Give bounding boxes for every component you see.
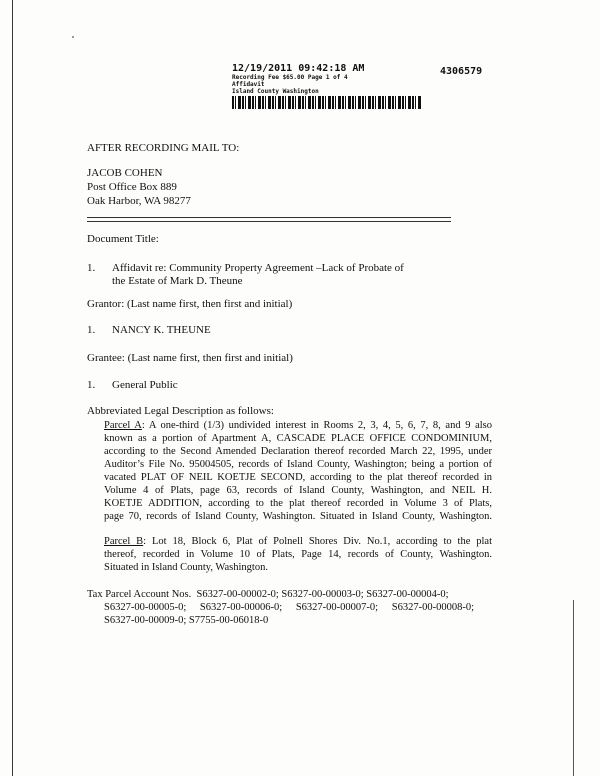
parcel-a-line: KOETJE ADDITION, according to the plat thereof recorded in Volume 3 of Plats,: [104, 498, 492, 509]
parcel-a-line: known as a portion of Apartment A, CASCADE PLACE OFFICE CONDOMINIUM,: [104, 433, 492, 444]
recording-barcode: [232, 96, 422, 109]
scan-speck: [72, 36, 74, 38]
parcel-b-label: Parcel B: [104, 536, 144, 547]
parcel-a-line: Parcel A: A one-third (1/3) undivided interest in Rooms 2, 3, 4, 5, 6, 7, 8, and 9 also: [104, 420, 492, 431]
grantor-label: Grantor: (Last name first, then first and initial): [87, 298, 293, 310]
section-rule: [87, 217, 451, 218]
scan-left-edge: [12, 0, 13, 776]
parcel-a-line: according to the Second Amended Declaration thereof recorded March 22, 1995, under: [104, 446, 492, 457]
recording-county: Island County Washington: [232, 88, 319, 95]
mail-to-name: JACOB COHEN: [87, 167, 163, 179]
grantor-number: 1.: [87, 324, 96, 336]
mail-to-address-1: Post Office Box 889: [87, 181, 177, 193]
mail-to-heading: AFTER RECORDING MAIL TO:: [87, 142, 240, 154]
parcel-a-line: Volume 4 of Plats, page 63, records of Island County, Washington, and NEIL H.: [104, 485, 492, 496]
mail-to-address-2: Oak Harbor, WA 98277: [87, 195, 191, 207]
grantee-number: 1.: [87, 379, 96, 391]
legal-description-heading: Abbreviated Legal Description as follows:: [87, 405, 274, 417]
instrument-number: 4306579: [440, 66, 483, 77]
parcel-b-line: thereof, recorded in Volume 10 of Plats, Page 14, records of County, Washington.: [104, 549, 492, 560]
scan-right-edge: [573, 600, 574, 776]
grantee-name: General Public: [112, 379, 178, 391]
parcel-b-line: Parcel B: Lot 18, Block 6, Plat of Polnell Shores Div. No.1, according to the plat: [104, 536, 492, 547]
tax-parcel-line-1: Tax Parcel Account Nos. S6327-00-00002-0; S6327-00-00003-0; S6327-00-00004-0;: [87, 589, 449, 600]
section-rule: [87, 221, 451, 222]
parcel-a-line: Auditor’s File No. 95004505, records of Island County, Washington; being a portion of: [104, 459, 492, 470]
parcel-a-line: vacated PLAT OF NEIL KOETJE SECOND, according to the plat thereof recorded in: [104, 472, 492, 483]
document-title-line-1: Affidavit re: Community Property Agreement –Lack of Probate of: [112, 262, 404, 274]
tax-parcel-label: Tax Parcel Account Nos.: [87, 589, 192, 600]
parcel-a-label: Parcel A: [104, 420, 142, 431]
parcel-a-line: page 70, records of Island County, Washington. Situated in Island County, Washington.: [104, 511, 492, 522]
recording-fee-line: Recording Fee $65.00 Page 1 of 4: [232, 74, 348, 81]
grantor-name: NANCY K. THEUNE: [112, 324, 211, 336]
recording-doc-type: Affidavit: [232, 81, 265, 88]
parcel-b-line: Situated in Island County, Washington.: [104, 562, 268, 573]
document-title-label: Document Title:: [87, 233, 159, 245]
tax-parcel-line-2: S6327-00-00005-0; S6327-00-00006-0; S6327-00-00007-0; S6327-00-00008-0;: [104, 602, 474, 613]
tax-parcel-line-3: S6327-00-00009-0; S7755-00-06018-0: [104, 615, 269, 626]
document-title-number: 1.: [87, 262, 96, 274]
document-title-line-2: the Estate of Mark D. Theune: [112, 275, 243, 287]
recording-datetime: 12/19/2011 09:42:18 AM: [232, 63, 365, 74]
grantee-label: Grantee: (Last name first, then first and initial): [87, 352, 293, 364]
